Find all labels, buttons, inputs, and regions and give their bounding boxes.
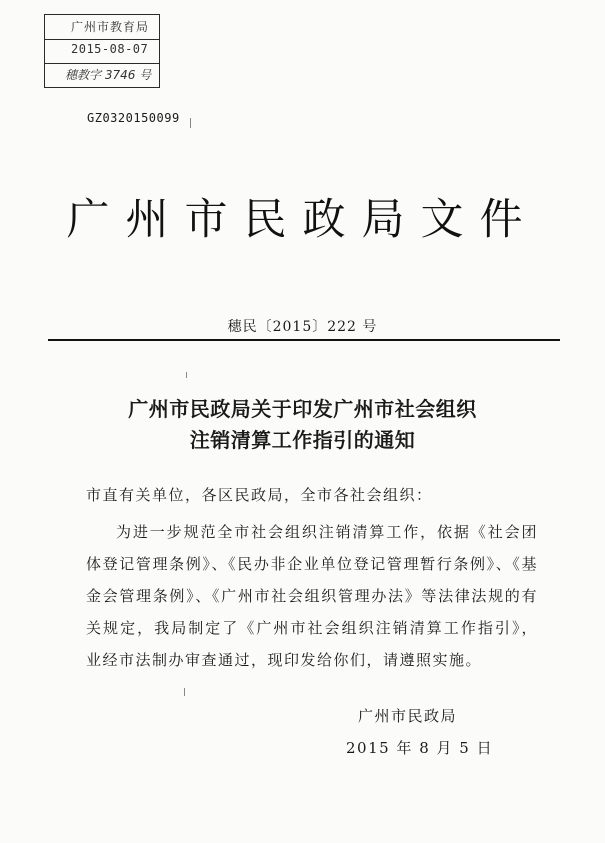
scan-mark — [186, 372, 187, 378]
notice-title-line-1: 广州市民政局关于印发广州市社会组织 — [128, 397, 477, 421]
body-paragraph: 为进一步规范全市社会组织注销清算工作，依据《社会团体登记管理条例》、《民办非企业单位登记管理暂行条例》、《基金会管理条例》、《广州市社会组织管理办法》等法律法规的有关规定，我局制定了《广州市社会组织注销清算工作指引》，业经市法制办审查通过，现印发给你们，请遵照实施。 — [86, 523, 538, 669]
receipt-stamp — [44, 14, 160, 88]
stamp-date: 2015-08-07 — [71, 42, 149, 56]
document-header-title: 广州市民政局文件 — [66, 195, 539, 245]
header-divider — [48, 339, 560, 341]
document-serial-number: 穗民〔2015〕222 号 — [227, 319, 378, 335]
stamp-issuer: 广州市教育局 — [71, 20, 150, 34]
scan-mark — [190, 118, 191, 128]
notice-title-line-2: 注销清算工作指引的通知 — [189, 428, 416, 452]
stamp-number: 穗教字 3746 号 — [65, 68, 152, 82]
document-id: GZ0320150099 — [87, 111, 180, 125]
signature-org: 广州市民政局 — [358, 707, 458, 725]
notice-title — [0, 394, 605, 456]
scan-mark — [184, 688, 185, 696]
signature-date: 2015 年 8 月 5 日 — [346, 739, 494, 757]
addressee: 市直有关单位，各区民政局，全市各社会组织： — [86, 486, 433, 504]
